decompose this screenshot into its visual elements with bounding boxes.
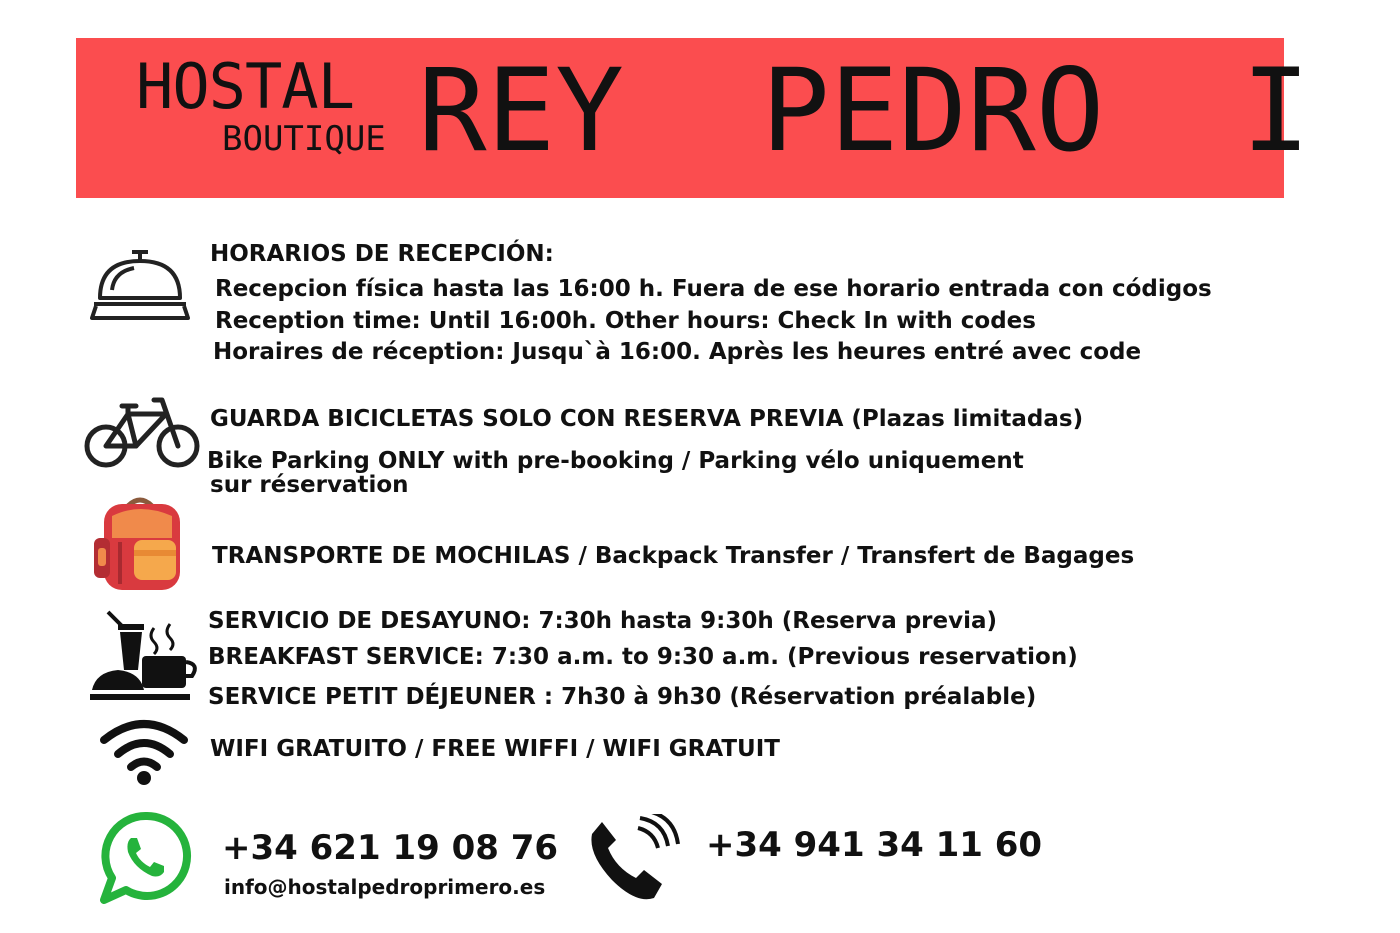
brand-hostal: HOSTAL — [136, 50, 354, 123]
bike-line-1: Bike Parking ONLY with pre-booking / Parking vélo uniquement — [207, 448, 1024, 474]
whatsapp-icon[interactable] — [98, 810, 194, 906]
breakfast-line-en: BREAKFAST SERVICE: 7:30 a.m. to 9:30 a.m. (Previous reservation) — [208, 644, 1078, 670]
telephone-icon — [582, 814, 682, 906]
reception-line-en: Reception time: Until 16:00h. Other hours: Check In with codes — [215, 308, 1036, 334]
backpack-icon — [90, 494, 190, 594]
whatsapp-phone[interactable]: +34 621 19 08 76 — [222, 828, 559, 868]
brand-boutique: BOUTIQUE — [222, 119, 386, 159]
backpack-text: TRANSPORTE DE MOCHILAS / Backpack Transfer / Transfert de Bagages — [212, 543, 1135, 569]
reception-bell-icon — [90, 248, 190, 324]
wifi-icon — [98, 716, 190, 786]
breakfast-icon — [88, 610, 204, 702]
reception-title: HORARIOS DE RECEPCIÓN: — [210, 241, 554, 267]
bike-title: GUARDA BICICLETAS SOLO CON RESERVA PREVIA (Plazas limitadas) — [210, 406, 1084, 432]
reception-line-fr: Horaires de réception: Jusqu`à 16:00. Après les heures entré avec code — [213, 339, 1142, 365]
header-banner — [76, 38, 1311, 198]
bike-line-2: sur réservation — [210, 472, 409, 498]
brand-name: REY PEDRO I — [418, 44, 1311, 177]
bicycle-icon — [82, 396, 202, 472]
email-link[interactable]: info@hostalpedroprimero.es — [224, 875, 546, 899]
breakfast-line-es: SERVICIO DE DESAYUNO: 7:30h hasta 9:30h (Reserva previa) — [208, 608, 998, 634]
reception-line-es: Recepcion física hasta las 16:00 h. Fuera de ese horario entrada con códigos — [215, 276, 1212, 302]
breakfast-line-fr: SERVICE PETIT DÉJEUNER : 7h30 à 9h30 (Réservation préalable) — [208, 684, 1037, 710]
landline-phone[interactable]: +34 941 34 11 60 — [706, 825, 1043, 865]
wifi-text: WIFI GRATUITO / FREE WIFFI / WIFI GRATUIT — [210, 736, 780, 762]
